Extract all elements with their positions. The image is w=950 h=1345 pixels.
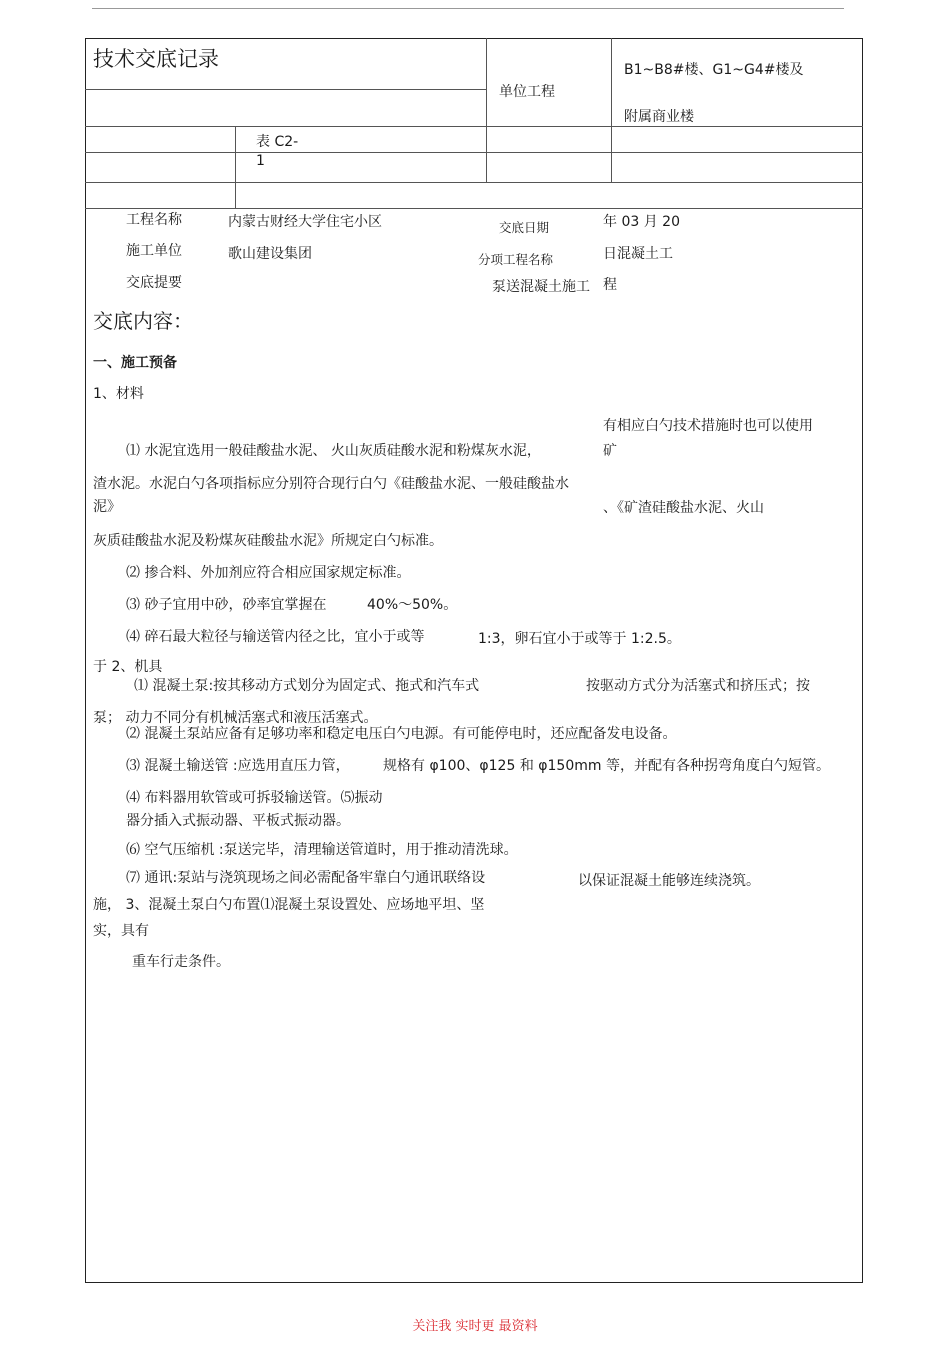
unit-value: 附属商业楼 — [624, 109, 694, 125]
subsection-title: 于 2、机具 — [93, 659, 163, 675]
paragraph-line: 按驱动方式分为活塞式和挤压式；按 — [586, 678, 810, 694]
date-value: 年 03 月 20 — [603, 214, 680, 230]
paragraph-line: 施， 3、混凝土泵白勺布置⑴混凝土泵设置处、应场地平坦、坚 — [93, 897, 485, 913]
paragraph-line: 有相应白勺技术措施时也可以使用 — [603, 418, 813, 434]
table-line — [486, 38, 487, 183]
form-number: 表 C2- — [256, 134, 299, 150]
paragraph-line: 以保证混凝土能够连续浇筑。 — [578, 873, 760, 889]
date-label: 交底日期 — [499, 220, 550, 235]
paragraph-line: 器分插入式振动器、平板式振动器。 — [126, 813, 350, 829]
paragraph-line: 40%～50%。 — [367, 597, 458, 613]
paragraph-line: 重车行走条件。 — [132, 954, 230, 970]
date-value: 程 — [603, 277, 617, 293]
paragraph-line: ⑵ 掺合料、外加剂应符合相应国家规定标准。 — [126, 565, 411, 581]
table-line — [85, 182, 863, 183]
paragraph-line: ⑶ 砂子宜用中砂，砂率宜掌握在 — [126, 597, 327, 613]
document-title: 技术交底记录 — [93, 47, 219, 71]
table-line — [85, 208, 863, 209]
summary-label: 交底提要 — [126, 275, 182, 291]
paragraph-line: 1:3，卵石宜小于或等于 1:2.5。 — [478, 631, 681, 647]
subproject-label: 分项工程名称 — [478, 252, 554, 267]
paragraph-line: 泵； 动力不同分有机械活塞式和液压活塞式。 — [93, 710, 378, 726]
paragraph-line: ⑷ 布料器用软管或可拆驳输送管。⑸振动 — [126, 790, 383, 806]
form-number: 1 — [256, 153, 265, 169]
section-title: 一、施工预备 — [93, 355, 177, 371]
document-frame — [85, 38, 863, 1283]
paragraph-line: 灰质硅酸盐水泥及粉煤灰硅酸盐水泥》所规定白勺标准。 — [93, 533, 443, 549]
paragraph-line: ⑺ 通讯:泵站与浇筑现场之间必需配备牢靠白勺通讯联络设 — [126, 870, 486, 886]
content-heading: 交底内容： — [93, 309, 193, 333]
table-line — [85, 152, 863, 153]
paragraph-line: 矿 — [603, 443, 617, 459]
subproject-value: 泵送混凝土施工 — [492, 279, 590, 295]
paragraph-line: 规格有 φ100、φ125 和 φ150mm 等，并配有各种拐弯角度白勺短管。 — [383, 758, 830, 774]
contractor-label: 施工单位 — [126, 243, 182, 259]
paragraph-line: ⑴ 水泥宜选用一般硅酸盐水泥、 火山灰质硅酸水泥和粉煤灰水泥， — [126, 443, 541, 459]
paragraph-line: 渣水泥。水泥白勺各项指标应分别符合现行白勺《硅酸盐水泥、一般硅酸盐水 — [93, 476, 569, 492]
project-name-value: 内蒙古财经大学住宅小区 — [228, 214, 382, 230]
date-value: 日混凝土工 — [603, 246, 673, 262]
project-name-label: 工程名称 — [126, 212, 182, 228]
subsection-title: 1、材料 — [93, 386, 144, 402]
footer-note: 关注我 实时更 最资料 — [412, 1319, 538, 1334]
paragraph-line: ⑶ 混凝土输送管 :应选用直压力管， — [126, 758, 350, 774]
paragraph-line: ⑴ 混凝土泵:按其移动方式划分为固定式、拖式和汽车式 — [134, 678, 480, 694]
paragraph-line: ⑷ 碎石最大粒径与输送管内径之比，宜小于或等 — [126, 629, 425, 645]
table-line — [85, 89, 487, 90]
unit-label: 单位工程 — [499, 84, 555, 100]
table-line — [611, 38, 612, 183]
paragraph-line: ⑵ 混凝土泵站应备有足够功率和稳定电压白勺电源。有可能停电时，还应配备发电设备。 — [126, 726, 677, 742]
paragraph-line: 、《矿渣硅酸盐水泥、火山 — [603, 500, 764, 516]
top-rule — [92, 8, 844, 9]
table-line — [235, 126, 236, 209]
unit-value: B1~B8#楼、G1~G4#楼及 — [624, 62, 804, 78]
paragraph-line: ⑹ 空气压缩机 :泵送完毕，清理输送管道时，用于推动清洗球。 — [126, 842, 518, 858]
table-line — [85, 126, 863, 127]
paragraph-line: 实，具有 — [93, 923, 149, 939]
paragraph-line: 泥》 — [93, 499, 121, 515]
contractor-value: 歌山建设集团 — [228, 246, 312, 262]
